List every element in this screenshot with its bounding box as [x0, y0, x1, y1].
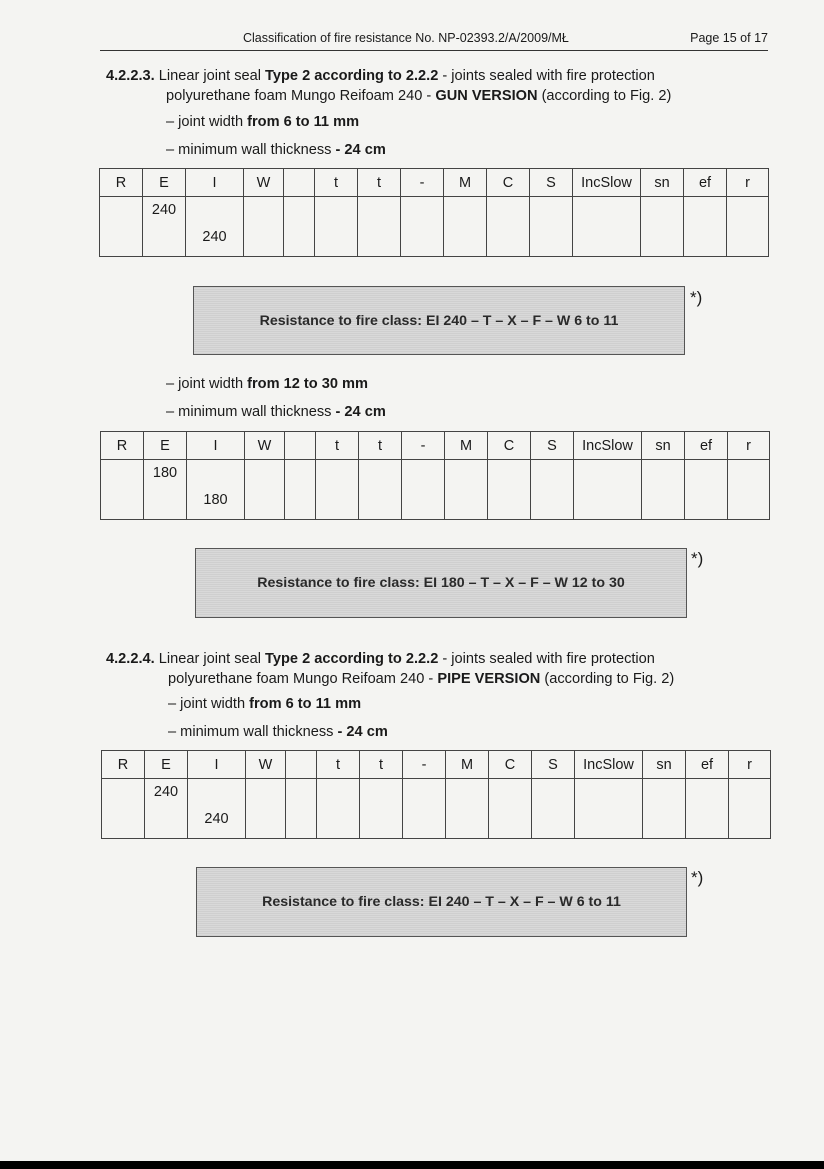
table-header-row [101, 432, 770, 460]
table-cell [286, 779, 317, 839]
table-cell [102, 779, 145, 839]
i-value: 180 [203, 492, 228, 508]
table-cell [245, 460, 285, 520]
joint-width-label: – joint width [166, 114, 248, 130]
table-cell [643, 779, 686, 839]
col-header: S [530, 169, 573, 197]
i-value: 240 [204, 811, 229, 827]
col-header: R [102, 751, 145, 779]
table-cell [531, 460, 574, 520]
table-cell [317, 779, 360, 839]
col-header: S [532, 751, 575, 779]
table-cell-e [143, 197, 186, 257]
footnote-marker: *) [691, 868, 704, 887]
classification-table [99, 168, 769, 257]
table-cell [641, 197, 684, 257]
section-text: - joints sealed with fire protection [438, 651, 655, 667]
col-header: ef [684, 169, 727, 197]
table-cell-e [144, 460, 187, 520]
table-cell [358, 197, 401, 257]
col-header: I [186, 169, 244, 197]
col-header: I [188, 751, 246, 779]
col-header: r [727, 169, 769, 197]
table-cell [684, 197, 727, 257]
i-value: 240 [202, 229, 227, 245]
table-header-row [102, 751, 771, 779]
col-header: sn [641, 169, 684, 197]
footnote-marker: *) [691, 549, 704, 568]
scan-bottom-edge [0, 1161, 824, 1169]
section-number: 4.2.2.4. [106, 651, 155, 667]
table-cell [101, 460, 144, 520]
col-header: E [143, 169, 186, 197]
section-description [166, 88, 671, 104]
col-header [286, 751, 317, 779]
table-cell [532, 779, 575, 839]
col-header: W [244, 169, 284, 197]
col-header [285, 432, 316, 460]
col-header: ef [685, 432, 728, 460]
resistance-class-text: Resistance to fire class: EI 240 – T – X – F – W 6 to 11 [259, 312, 619, 329]
col-header [284, 169, 315, 197]
joint-width [166, 376, 368, 392]
joint-width-label: – joint width [166, 376, 248, 392]
col-header: C [487, 169, 530, 197]
table-cell-i [187, 460, 245, 520]
col-header: r [729, 751, 771, 779]
section-text: polyurethane foam Mungo Reifoam 240 - [168, 671, 438, 687]
col-header: W [245, 432, 285, 460]
section-description [168, 671, 674, 687]
table-cell [530, 197, 573, 257]
table-cell [402, 460, 445, 520]
table-cell [244, 197, 284, 257]
col-header: - [402, 432, 445, 460]
table-cell [285, 460, 316, 520]
col-header: S [531, 432, 574, 460]
table-cell-i [186, 197, 244, 257]
wall-thickness-value: - 24 cm [335, 142, 386, 158]
table-cell [444, 197, 487, 257]
wall-thickness-value: - 24 cm [337, 724, 388, 740]
col-header: IncSlow [573, 169, 641, 197]
table-cell [488, 460, 531, 520]
section-type: Type 2 according to 2.2.2 [265, 651, 439, 667]
col-header: - [401, 169, 444, 197]
col-header: W [246, 751, 286, 779]
e-value: 240 [151, 202, 177, 218]
table-row [102, 779, 771, 839]
table-cell [575, 779, 643, 839]
table-cell [100, 197, 143, 257]
col-header: E [145, 751, 188, 779]
e-value: 240 [153, 784, 179, 800]
col-header: ef [686, 751, 729, 779]
col-header: t [358, 169, 401, 197]
col-header: t [359, 432, 402, 460]
col-header: R [100, 169, 143, 197]
col-header: r [728, 432, 770, 460]
col-header: sn [643, 751, 686, 779]
wall-thickness [166, 404, 386, 420]
col-header: - [403, 751, 446, 779]
table-cell [246, 779, 286, 839]
table-cell [316, 460, 359, 520]
section-heading [106, 68, 655, 84]
col-header: t [360, 751, 403, 779]
table-cell [642, 460, 685, 520]
resistance-class-text: Resistance to fire class: EI 180 – T – X – F – W 12 to 30 [257, 575, 625, 591]
table-cell [573, 197, 641, 257]
section-text: (according to Fig. 2) [540, 671, 675, 687]
table-cell [315, 197, 358, 257]
col-header: IncSlow [574, 432, 642, 460]
wall-thickness [166, 142, 386, 158]
section-text: Linear joint seal [154, 68, 266, 84]
table-cell [359, 460, 402, 520]
wall-thickness-value: - 24 cm [335, 404, 386, 420]
table-cell [727, 197, 769, 257]
classification-table [101, 750, 771, 839]
section-type: Type 2 according to 2.2.2 [265, 68, 439, 84]
page-number: Page 15 of 17 [690, 31, 768, 45]
table-cell [686, 779, 729, 839]
resistance-class-box [195, 548, 687, 618]
col-header: E [144, 432, 187, 460]
col-header: M [445, 432, 488, 460]
joint-width [168, 696, 361, 712]
section-text: (according to Fig. 2) [537, 88, 672, 104]
col-header: sn [642, 432, 685, 460]
section-number: 4.2.2.3. [106, 68, 155, 84]
version-label: GUN VERSION [435, 88, 538, 104]
table-cell [728, 460, 770, 520]
table-cell [360, 779, 403, 839]
resistance-class-box [193, 286, 685, 355]
table-cell [403, 779, 446, 839]
table-cell [284, 197, 315, 257]
table-cell [487, 197, 530, 257]
table-row [100, 197, 769, 257]
joint-width-value: from 6 to 11 mm [247, 114, 360, 130]
resistance-class-text: Resistance to fire class: EI 240 – T – X – F – W 6 to 11 [262, 894, 621, 910]
wall-thickness-label: – minimum wall thickness [166, 142, 336, 158]
col-header: M [444, 169, 487, 197]
wall-thickness-label: – minimum wall thickness [166, 404, 336, 420]
col-header: C [489, 751, 532, 779]
section-text: Linear joint seal [154, 651, 266, 667]
col-header: C [488, 432, 531, 460]
table-cell-i [188, 779, 246, 839]
resistance-class-box [196, 867, 687, 937]
joint-width [166, 114, 359, 130]
joint-width-value: from 6 to 11 mm [249, 696, 362, 712]
table-cell [574, 460, 642, 520]
wall-thickness-label: – minimum wall thickness [168, 724, 338, 740]
table-header-row [100, 169, 769, 197]
section-heading [106, 651, 655, 667]
col-header: I [187, 432, 245, 460]
table-cell [729, 779, 771, 839]
table-row [101, 460, 770, 520]
table-cell-e [145, 779, 188, 839]
col-header: IncSlow [575, 751, 643, 779]
table-cell [685, 460, 728, 520]
col-header: t [315, 169, 358, 197]
e-value: 180 [152, 465, 178, 481]
version-label: PIPE VERSION [437, 671, 541, 687]
page-header [100, 28, 768, 51]
section-text: polyurethane foam Mungo Reifoam 240 - [166, 88, 436, 104]
wall-thickness [168, 724, 388, 740]
col-header: M [446, 751, 489, 779]
table-cell [445, 460, 488, 520]
table-cell [489, 779, 532, 839]
joint-width-label: – joint width [168, 696, 250, 712]
document-title: Classification of fire resistance No. NP-02393.2/A/2009/MŁ [243, 31, 569, 45]
col-header: t [316, 432, 359, 460]
section-text: - joints sealed with fire protection [438, 68, 655, 84]
joint-width-value: from 12 to 30 mm [247, 376, 368, 392]
classification-table [100, 431, 770, 520]
table-cell [446, 779, 489, 839]
col-header: R [101, 432, 144, 460]
table-cell [401, 197, 444, 257]
footnote-marker: *) [690, 288, 703, 307]
col-header: t [317, 751, 360, 779]
